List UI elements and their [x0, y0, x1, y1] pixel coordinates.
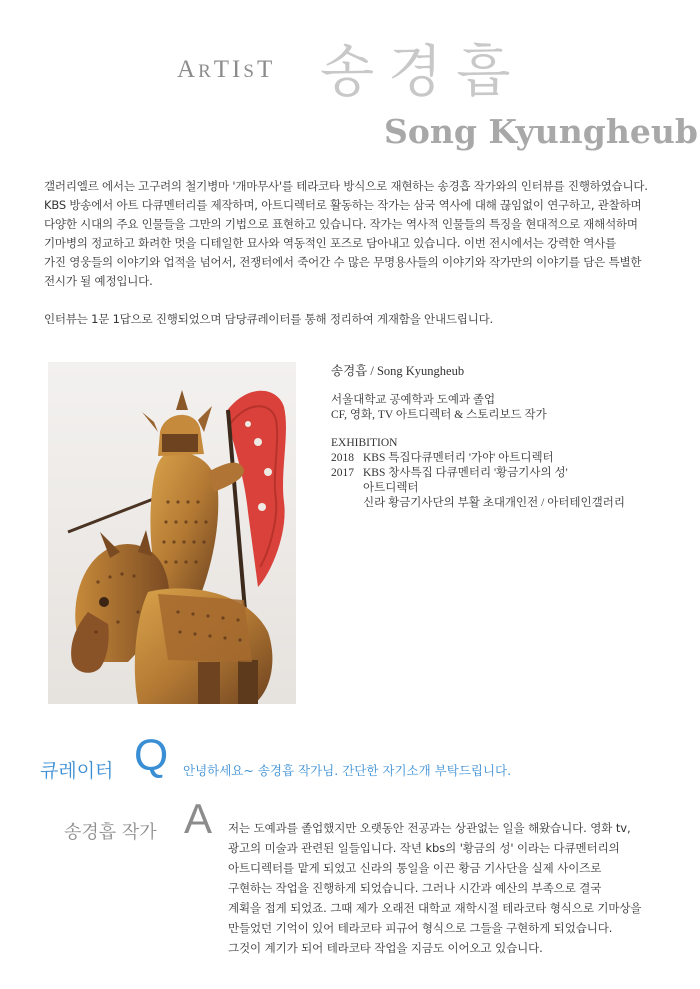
intro-line: 다양한 시대의 주요 인물들을 그만의 기법으로 표현하고 있습니다. 작가는 역사적 인물들의 특징을 현대적으로 재해석하며: [44, 217, 638, 231]
intro-line: KBS 방송에서 아트 다큐멘터리를 제작하며, 아트디렉터로 활동하는 작가는 삼국 역사에 대해 끊임없이 연구하고, 관찰하며: [44, 198, 642, 212]
exhibition-entry: [331, 466, 671, 481]
artist-label: [177, 56, 275, 84]
question-text: 안녕하세요~ 송경흡 작가님. 간단한 자기소개 부탁드립니다.: [183, 763, 512, 778]
answer-line: 아트디렉터를 맡게 되었고 신라의 통일을 이끈 황금 기사단을 실제 사이즈로: [228, 861, 602, 875]
terracotta-horseman-image: [48, 362, 296, 704]
exhibition-year: 2018: [331, 452, 354, 464]
artist-letter: I: [232, 56, 244, 83]
answer-line: 광고의 미술과 관련된 일들입니다. 작년 kbs의 '황금의 성' 이라는 다큐멘터리의: [228, 841, 620, 855]
intro-line: 전시가 될 예정입니다.: [44, 274, 153, 288]
exhibition-year: 2017: [331, 467, 354, 479]
exhibition-heading: EXHIBITION: [331, 437, 398, 449]
answer-letter: A: [184, 795, 213, 842]
profile-career: CF, 영화, TV 아트디렉터 & 스토리보드 작가: [331, 409, 547, 421]
artwork-photo: [48, 362, 296, 704]
intro-line: 기마병의 정교하고 화려한 멋을 디테일한 묘사와 역동적인 포즈로 담아내고 있습니다. 이번 전시에서는 강력한 역사를: [44, 236, 617, 250]
artist-letter: A: [177, 56, 199, 83]
answer-line: 저는 도예과를 졸업했지만 오랫동안 전공과는 상관없는 일을 해왔습니다. 영화 tv,: [228, 821, 631, 835]
artist-letter: T: [213, 56, 233, 83]
curator-label: 큐레이터: [40, 760, 114, 782]
intro-line: 가진 영웅들의 이야기와 업적을 넘어서, 전쟁터에서 죽어간 수 많은 무명용사들의 이야기와 작가만의 이야기를 담은 특별한: [44, 255, 642, 269]
artist-answer-label: 송경흡 작가: [64, 822, 157, 843]
intro-note: 인터뷰는 1문 1답으로 진행되었으며 담당큐레이터를 통해 정리하여 게재함을 안내드립니다.: [44, 312, 493, 326]
answer-line: 계획을 접게 되었죠. 그때 제가 오래전 대학교 재학시절 테라코타 형식으로 기마상을: [228, 901, 642, 915]
intro-line: 갤러리엘르 에서는 고구려의 철기병마 '개마무사'를 테라코타 방식으로 재현하는 송경흡 작가와의 인터뷰를 진행하였습니다.: [44, 179, 648, 193]
exhibition-text: KBS 특집다큐멘터리 '가야' 아트디렉터: [363, 452, 554, 464]
exhibition-entry: [331, 451, 671, 466]
exhibition-text: KBS 창사특집 다큐멘터리 '황금기사의 성': [363, 467, 568, 479]
profile-name: 송경흡 / Song Kyungheub: [331, 364, 465, 378]
profile-education: 서울대학교 공예학과 도예과 졸업: [331, 394, 496, 406]
artist-name-english: Song Kyungheub: [384, 112, 698, 151]
artist-letter: R: [198, 61, 214, 82]
intro-section: [44, 177, 664, 329]
artist-letter: S: [243, 61, 257, 82]
answer-line: 구현하는 작업을 진행하게 되었습니다. 그러나 시간과 예산의 부족으로 결국: [228, 881, 602, 895]
artist-letter: T: [256, 56, 276, 83]
answer-line: 그것이 계기가 되어 테라코타 작업을 지금도 이어오고 있습니다.: [228, 941, 543, 955]
answer-line: 만들었던 기억이 있어 테라코타 피규어 형식으로 그들을 구현하게 되었습니다.: [228, 921, 613, 935]
artist-name-korean: 송경흡: [320, 40, 525, 105]
answer-text: [228, 818, 658, 958]
artist-profile: [331, 361, 671, 511]
exhibition-text: 신라 황금기사단의 부활 초대개인전 / 아터테인갤러리: [363, 497, 625, 509]
exhibition-text: 아트디렉터: [363, 482, 419, 494]
question-letter: Q: [134, 731, 169, 780]
